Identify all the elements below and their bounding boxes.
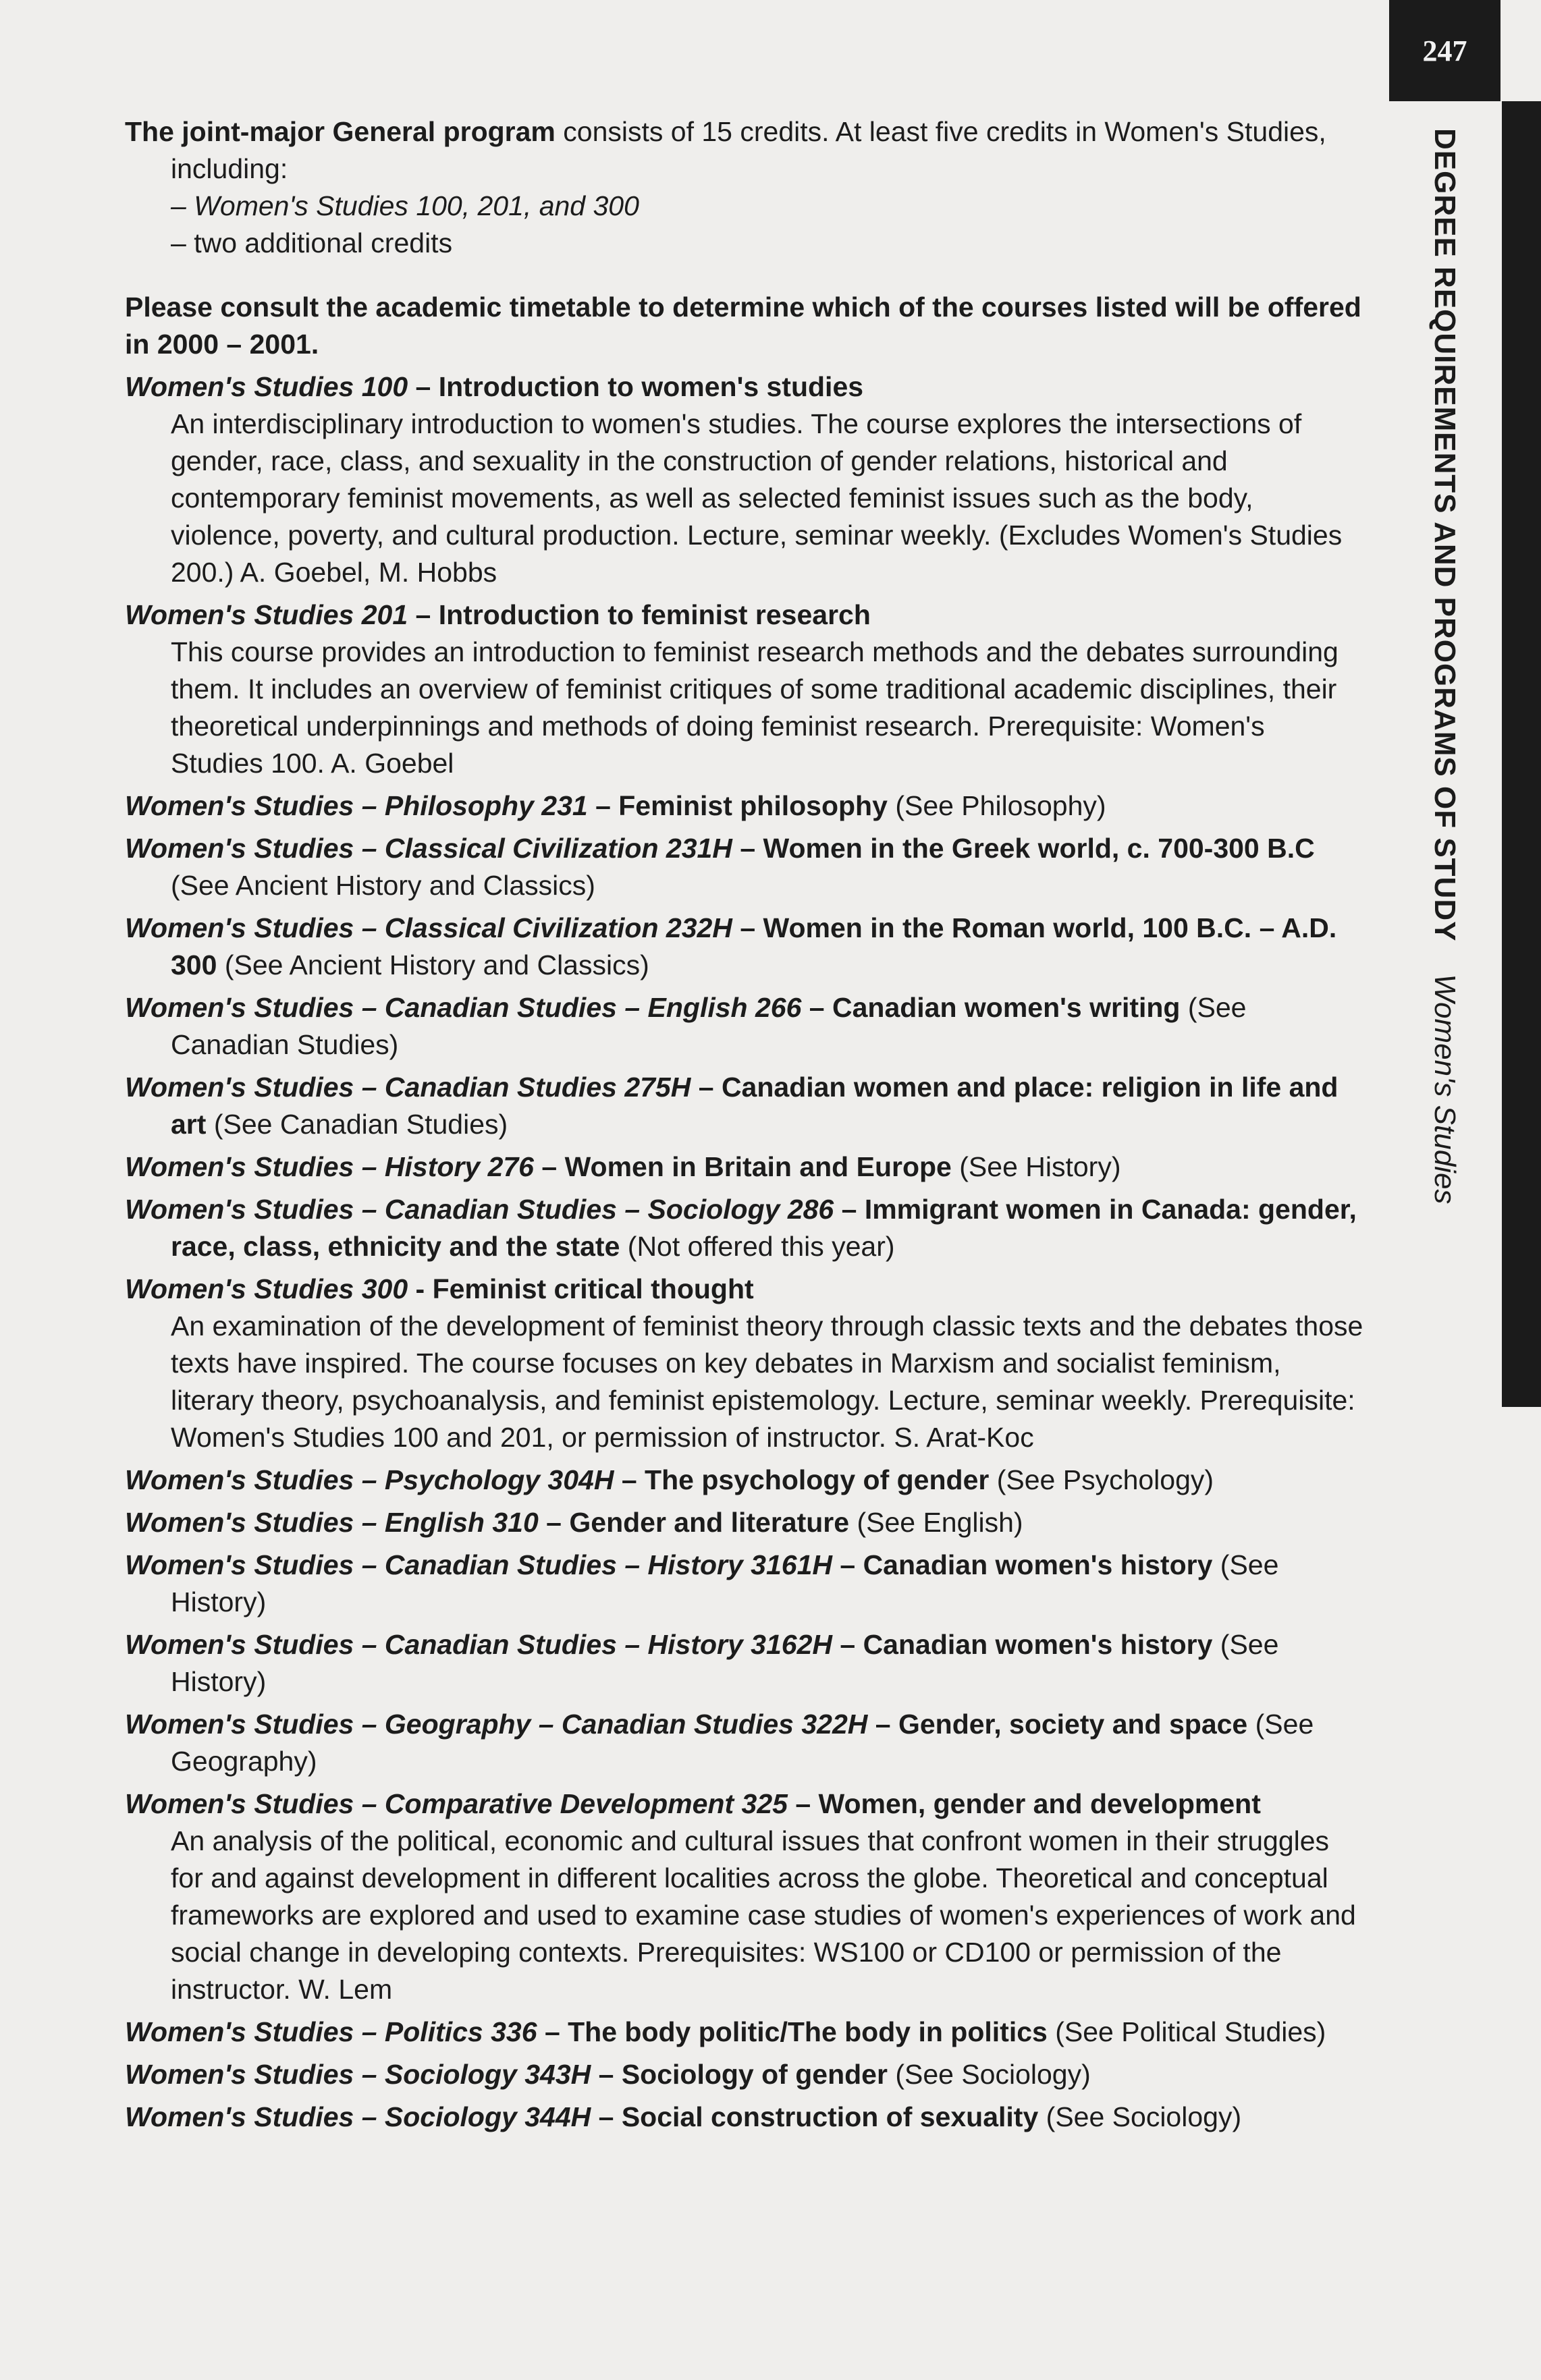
course-description: An interdisciplinary introduction to women's studies. The course explores the intersections of gender, race, class, and sexuality in the construction of gender relations, historical and contemporary feminist movements, as well as selected feminist issues such as the body, violence, poverty, and cultural production. Lecture, seminar weekly. (Excludes Women's Studies 200.) A. Goebel, M. Hobbs [171,408,1343,588]
course-note: (See Political Studies) [1055,2016,1326,2047]
course-code: Women's Studies – Sociology 343H [125,2059,591,2090]
course-title: The body politic/The body in politics [568,2016,1048,2047]
course-title: Introduction to women's studies [438,371,864,402]
course-entry [125,1462,1363,1499]
course-note: (See Canadian Studies) [171,992,1247,1060]
course-code: Women's Studies – Classical Civilization 231H [125,833,732,864]
course-title: Gender and literature [569,1507,850,1538]
course-note: (See Ancient History and Classics) [224,949,649,980]
course-note: (See Philosophy) [895,790,1106,821]
intro-item: – Women's Studies 100, 201, and 300 [171,190,639,221]
course-heading [125,1547,1363,1621]
course-separator: - [408,1273,433,1304]
course-title: Immigrant women in Canada: gender, race, class, ethnicity and the state [171,1194,1357,1262]
course-heading [125,1149,1363,1186]
intro-item: – two additional credits [171,227,453,258]
course-note: (See History) [959,1151,1121,1182]
course-title: Social construction of sexuality [621,2101,1039,2132]
intro-list [125,188,1363,262]
timetable-notice: Please consult the academic timetable to determine which of the courses listed will be offered in 2000 – 2001. [125,292,1361,360]
running-head [1409,128,1480,1377]
course-title: Women in the Greek world, c. 700-300 B.C [763,833,1315,864]
course-title: Feminist philosophy [618,790,888,821]
course-title: Women in the Roman world, 100 B.C. – A.D. 300 [171,912,1337,980]
course-heading [125,2014,1363,2051]
intro-text: consists of 15 credits. At least five credits in Women's Studies, including: [171,116,1326,184]
course-note: (See History) [171,1549,1279,1617]
course-description: This course provides an introduction to feminist research methods and the debates surrounding them. It includes an overview of feminist critiques of some traditional academic disciplines, their theoretical underpinnings and methods of doing feminist research. Prerequisite: Women's Studies 100. A. Goebel [171,636,1339,779]
page-number: 247 [1389,0,1501,101]
course-title: Feminist critical thought [432,1273,754,1304]
course-title: The psychology of gender [645,1464,990,1495]
course-separator: – [732,833,763,864]
course-heading [125,1069,1363,1143]
course-entry [125,989,1363,1063]
course-list [125,368,1363,2136]
course-title: Canadian women's history [863,1629,1213,1660]
course-note: (Not offered this year) [627,1231,895,1262]
course-separator: – [537,2016,568,2047]
course-separator: – [591,2059,622,2090]
course-entry [125,1547,1363,1621]
course-note: (See Canadian Studies) [213,1109,508,1140]
course-heading [125,1191,1363,1265]
course-heading [125,1271,1363,1308]
course-separator: – [591,2101,622,2132]
course-note: (See Sociology) [895,2059,1091,2090]
side-bar [1502,101,1541,1407]
course-entry [125,1706,1363,1780]
course-heading [125,368,1363,406]
course-title: Women, gender and development [818,1788,1261,1819]
course-separator: – [691,1072,722,1103]
intro-lead: The joint-major General program [125,116,556,147]
running-head-section: DEGREE REQUIREMENTS AND PROGRAMS OF STUDY [1428,128,1462,942]
course-entry [125,1191,1363,1265]
course-entry [125,1069,1363,1143]
intro-paragraph [125,113,1363,188]
course-entry [125,2056,1363,2093]
course-separator: – [533,1151,565,1182]
course-note: (See Ancient History and Classics) [171,870,595,901]
course-separator: – [834,1194,865,1225]
course-separator: – [614,1464,645,1495]
course-code: Women's Studies 201 [125,599,408,630]
course-code: Women's Studies – History 276 [125,1151,534,1182]
course-heading [125,2056,1363,2093]
course-entry [125,597,1363,782]
course-entry [125,830,1363,904]
course-code: Women's Studies – Canadian Studies 275H [125,1072,691,1103]
course-code: Women's Studies – Classical Civilization 232H [125,912,732,943]
course-code: Women's Studies – Philosophy 231 [125,790,588,821]
course-heading [125,830,1363,904]
course-entry [125,1786,1363,2008]
course-title: Sociology of gender [621,2059,888,2090]
course-heading [125,989,1363,1063]
course-code: Women's Studies – Canadian Studies – History 3161H [125,1549,832,1580]
course-entry [125,368,1363,591]
course-code: Women's Studies – English 310 [125,1507,539,1538]
course-note: (See Psychology) [996,1464,1214,1495]
course-entry [125,2099,1363,2136]
course-note: (See Sociology) [1046,2101,1242,2132]
course-heading [125,1626,1363,1700]
course-separator: – [732,912,763,943]
course-title: Women in Britain and Europe [564,1151,952,1182]
course-separator: – [801,992,832,1023]
course-entry [125,1271,1363,1456]
course-title: Canadian women's history [863,1549,1213,1580]
course-separator: – [408,371,439,402]
course-code: Women's Studies – Canadian Studies – Sociology 286 [125,1194,834,1225]
course-separator: – [787,1788,819,1819]
course-code: Women's Studies 100 [125,371,408,402]
running-head-subject: Women's Studies [1428,974,1462,1205]
course-heading [125,910,1363,984]
course-heading [125,1706,1363,1780]
course-heading [125,787,1363,825]
course-code: Women's Studies – Canadian Studies – English 266 [125,992,802,1023]
course-entry [125,2014,1363,2051]
course-entry [125,910,1363,984]
course-code: Women's Studies – Comparative Development 325 [125,1788,788,1819]
course-entry [125,787,1363,825]
course-separator: – [832,1629,863,1660]
course-entry [125,1504,1363,1541]
course-code: Women's Studies – Psychology 304H [125,1464,614,1495]
course-note: (See History) [171,1629,1279,1697]
course-entry [125,1626,1363,1700]
course-code: Women's Studies – Sociology 344H [125,2101,591,2132]
course-title: Gender, society and space [898,1709,1248,1740]
course-heading [125,1786,1363,1823]
course-separator: – [867,1709,898,1740]
course-separator: – [408,599,439,630]
course-description: An analysis of the political, economic and cultural issues that confront women in their struggles for and against development in different localities across the globe. Theoretical and conceptual frameworks are explored and used to examine case studies of women's experiences of work and social change in developing contexts. Prerequisites: WS100 or CD100 or permission of the instructor. W. Lem [171,1825,1356,2005]
course-heading [125,2099,1363,2136]
course-code: Women's Studies – Geography – Canadian Studies 322H [125,1709,868,1740]
course-heading [125,597,1363,634]
course-note: (See Geography) [171,1709,1314,1777]
course-code: Women's Studies 300 [125,1273,408,1304]
course-code: Women's Studies – Politics 336 [125,2016,537,2047]
course-title: Introduction to feminist research [438,599,871,630]
course-note: (See English) [857,1507,1023,1538]
page-content [125,113,1363,2136]
course-title: Canadian women's writing [832,992,1181,1023]
course-description: An examination of the development of feminist theory through classic texts and the debates those texts have inspired. The course focuses on key debates in Marxism and socialist feminism, literary theory, psychoanalysis, and feminist epistemology. Lecture, seminar weekly. Prerequisite: Women's Studies 100 and 201, or permission of instructor. S. Arat-Koc [171,1310,1363,1453]
course-separator: – [538,1507,570,1538]
course-code: Women's Studies – Canadian Studies – History 3162H [125,1629,832,1660]
course-title: Canadian women and place: religion in life and art [171,1072,1339,1140]
course-separator: – [832,1549,863,1580]
course-heading [125,1504,1363,1541]
course-separator: – [587,790,619,821]
course-entry [125,1149,1363,1186]
course-heading [125,1462,1363,1499]
